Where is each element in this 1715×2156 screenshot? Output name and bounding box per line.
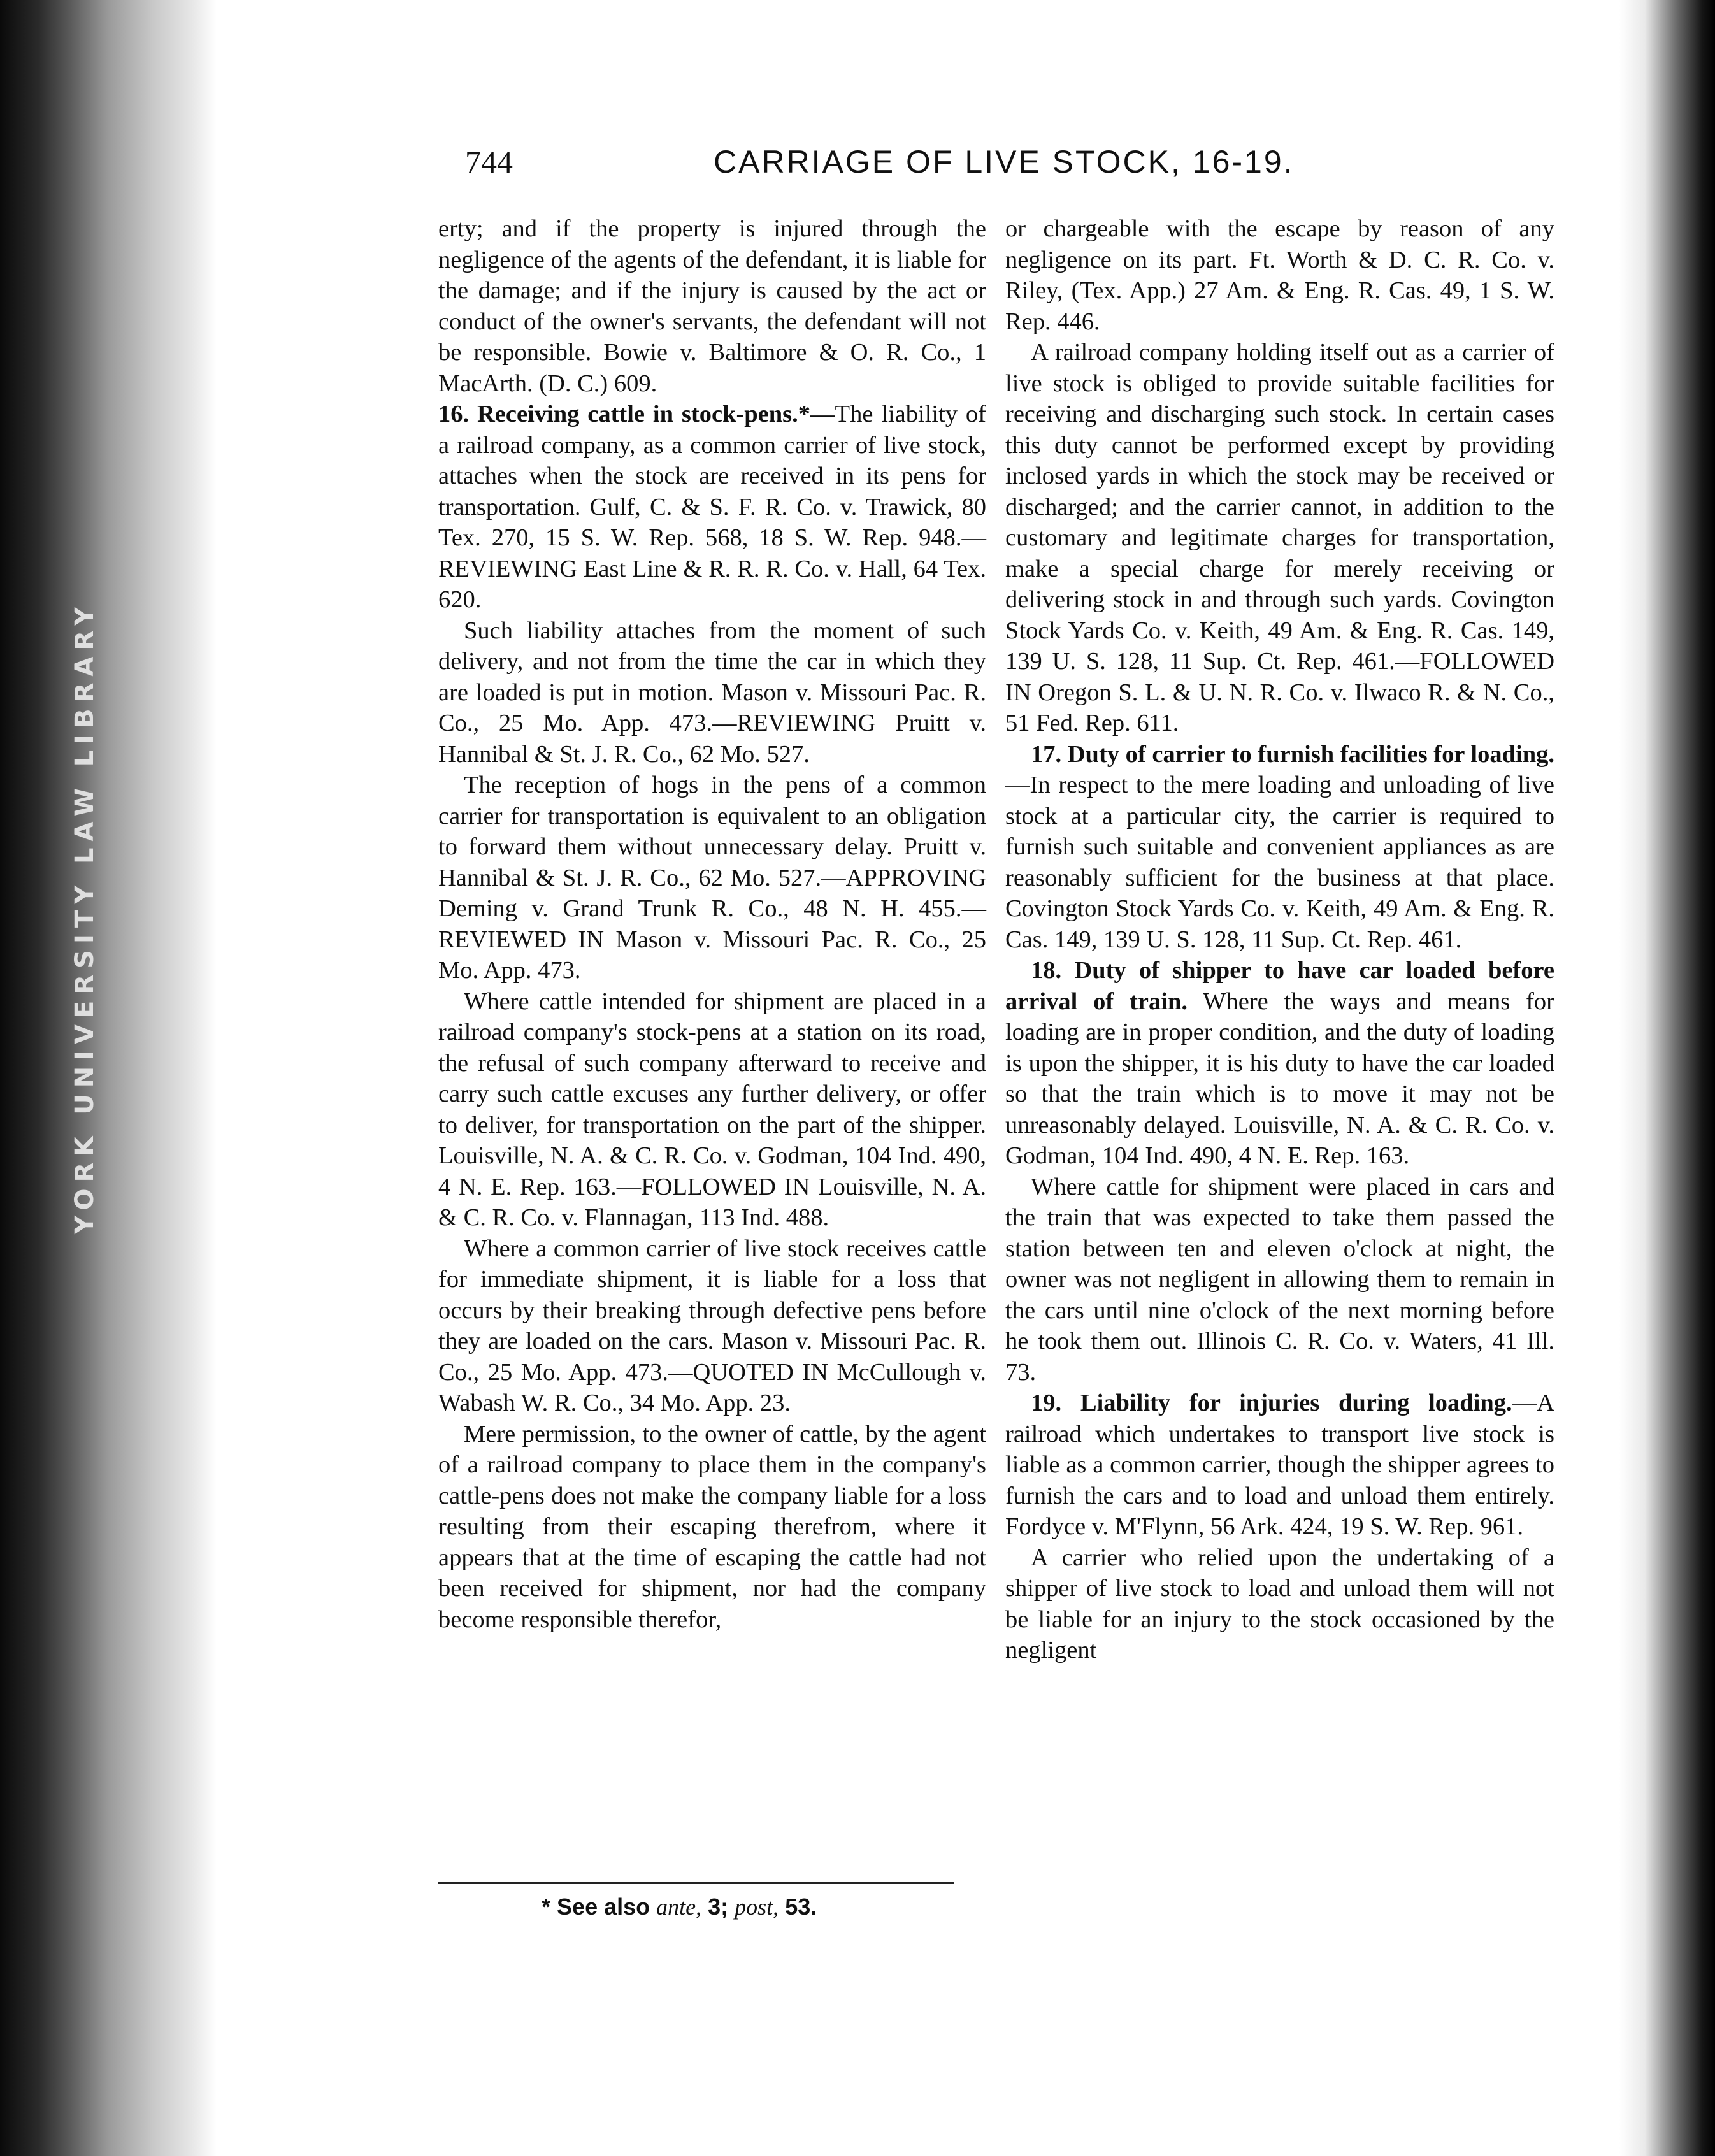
paragraph: Where cattle intended for shipment are placed in a railroad company's stock-pens at a station on its road, the refusal of such company afterward to receive and carry such cattle excuses any further delivery, or offer to deliver, for transportation on the part of the shipper. Louisville, N. A. & C. R. Co. v. Godman, 104 Ind. 490, 4 N. E. Rep. 163.—FOLLOWED IN Louisville, N. A. & C. R. Co. v. Flannagan, 113 Ind. 488. (438, 988, 986, 1231)
paragraph: Such liability attaches from the moment of such delivery, and not from the time the car in which they are loaded is put in motion. Mason v. Missouri Pac. R. Co., 25 Mo. App. 473.—REVIEWING Pruitt v. Hannibal & St. J. R. Co., 62 Mo. 527. (438, 617, 986, 768)
section-16 (438, 399, 986, 615)
section-heading: 18. Duty of shipper to have car loaded before arrival of train. (1005, 957, 1554, 1015)
footnote (542, 1894, 817, 1920)
paragraph: A carrier who relied upon the undertaking of a shipper of live stock to load and unload them will not be liable for an injury to the stock occasioned by the negligent (1005, 1544, 1554, 1664)
footnote-marker: * (542, 1894, 551, 1920)
section-text: —A railroad which undertakes to transport live stock is liable as a common carrier, though the shipper agrees to furnish the cars and to load and unload them entirely. Fordyce v. M'Flynn, 56 Ark. 424, 19 S. W. Rep. 961. (1005, 1390, 1554, 1540)
footnote-ref: 3; (708, 1894, 729, 1920)
footnote-ref: 53. (785, 1894, 817, 1920)
library-stamp: YORK UNIVERSITY LAW LIBRARY (70, 601, 99, 1234)
section-18 (1005, 955, 1554, 1172)
footnote-rule (438, 1882, 954, 1884)
section-heading: 16. Receiving cattle in stock-pens.* (438, 401, 811, 428)
section-text: —The liability of a railroad company, as a common carrier of live stock, attaches when the stock are received in its pens for transportation. Gulf, C. & S. F. R. Co. v. Trawick, 80 Tex. 270, 15 S. W. Rep. 568, 18 S. W. Rep. 948.—REVIEWING East Line & R. R. R. Co. v. Hall, 64 Tex. 620. (438, 401, 987, 613)
page-header (465, 143, 1300, 194)
running-title: CARRIAGE OF LIVE STOCK, 16-19. (714, 144, 1295, 180)
paragraph: erty; and if the property is injured through the negligence of the agents of the defendant, it is liable for the damage; and if the injury is caused by the act or conduct of the owner's servants, the defendant will not be responsible. Bowie v. Baltimore & O. R. Co., 1 MacArth. (D. C.) 609. (438, 215, 986, 397)
section-17 (1005, 739, 1554, 956)
footnote-ante: ante, (656, 1894, 702, 1920)
footnote-post: post, (735, 1894, 779, 1920)
paragraph: The reception of hogs in the pens of a common carrier for transportation is equivalent to an obligation to forward them without unnecessary delay. Pruitt v. Hannibal & St. J. R. Co., 62 Mo. 527.—APPROVING Deming v. Grand Trunk R. Co., 48 N. H. 455.—REVIEWED IN Mason v. Missouri Pac. R. Co., 25 Mo. App. 473. (438, 772, 986, 984)
paragraph: Mere permission, to the owner of cattle, by the agent of a railroad company to place them in the company's cattle-pens does not make the company liable for a loss resulting from their escaping therefrom, where it appears that at the time of escaping the cattle had not been received for shipment, nor had the company become responsible therefor, (438, 1420, 986, 1633)
section-heading: 19. Liability for injuries during loading. (1031, 1390, 1512, 1416)
right-column (1005, 213, 1554, 1666)
page-number: 744 (465, 144, 513, 180)
section-19 (1005, 1388, 1554, 1542)
paragraph: A railroad company holding itself out as a carrier of live stock is obliged to provide suitable facilities for receiving and discharging such stock. In certain cases this duty cannot be performed except by providing inclosed yards in which the stock may be received or discharged; and the carrier cannot, in addition to the customary and legitimate charges for transportation, make a special charge for merely receiving or delivering stock in and through such yards. Covington Stock Yards Co. v. Keith, 49 Am. & Eng. R. Cas. 149, 139 U. S. 128, 11 Sup. Ct. Rep. 461.—FOLLOWED IN Oregon S. L. & U. N. R. Co. v. Ilwaco R. & N. Co., 51 Fed. Rep. 611. (1005, 339, 1554, 737)
section-heading: 17. Duty of carrier to furnish facilities for loading. (1031, 740, 1554, 768)
paragraph: Where a common carrier of live stock receives cattle for immediate shipment, it is liable for a loss that occurs by their breaking through defective pens before they are loaded on the cars. Mason v. Missouri Pac. R. Co., 25 Mo. App. 473.—QUOTED IN McCullough v. Wabash W. R. Co., 34 Mo. App. 23. (438, 1235, 986, 1416)
paragraph: Where cattle for shipment were placed in cars and the train that was expected to take them passed the station between ten and eleven o'clock at night, the owner was not negligent in allowing them to remain in the cars until nine o'clock of the next morning before he took them out. Illinois C. R. Co. v. Waters, 41 Ill. 73. (1005, 1173, 1554, 1386)
section-text: Where the ways and means for loading are in proper condition, and the duty of loading is upon the shipper, it is his duty to have the car loaded so that the train which is to move it may not be unreasonably delayed. Louisville, N. A. & C. R. Co. v. Godman, 104 Ind. 490, 4 N. E. Rep. 163. (1005, 988, 1554, 1169)
left-column (438, 213, 986, 1635)
footnote-text: See also (557, 1894, 650, 1920)
paragraph: or chargeable with the escape by reason of any negligence on its part. Ft. Worth & D. C. R. Co. v. Riley, (Tex. App.) 27 Am. & Eng. R. Cas. 49, 1 S. W. Rep. 446. (1005, 215, 1554, 335)
section-text: —In respect to the mere loading and unloading of live stock at a particular city, the carrier is required to furnish such suitable and convenient appliances as are reasonably sufficient for the business at that place. Covington Stock Yards Co. v. Keith, 49 Am. & Eng. R. Cas. 149, 139 U. S. 128, 11 Sup. Ct. Rep. 461. (1005, 772, 1554, 953)
page-edge-shadow (1619, 0, 1715, 2156)
